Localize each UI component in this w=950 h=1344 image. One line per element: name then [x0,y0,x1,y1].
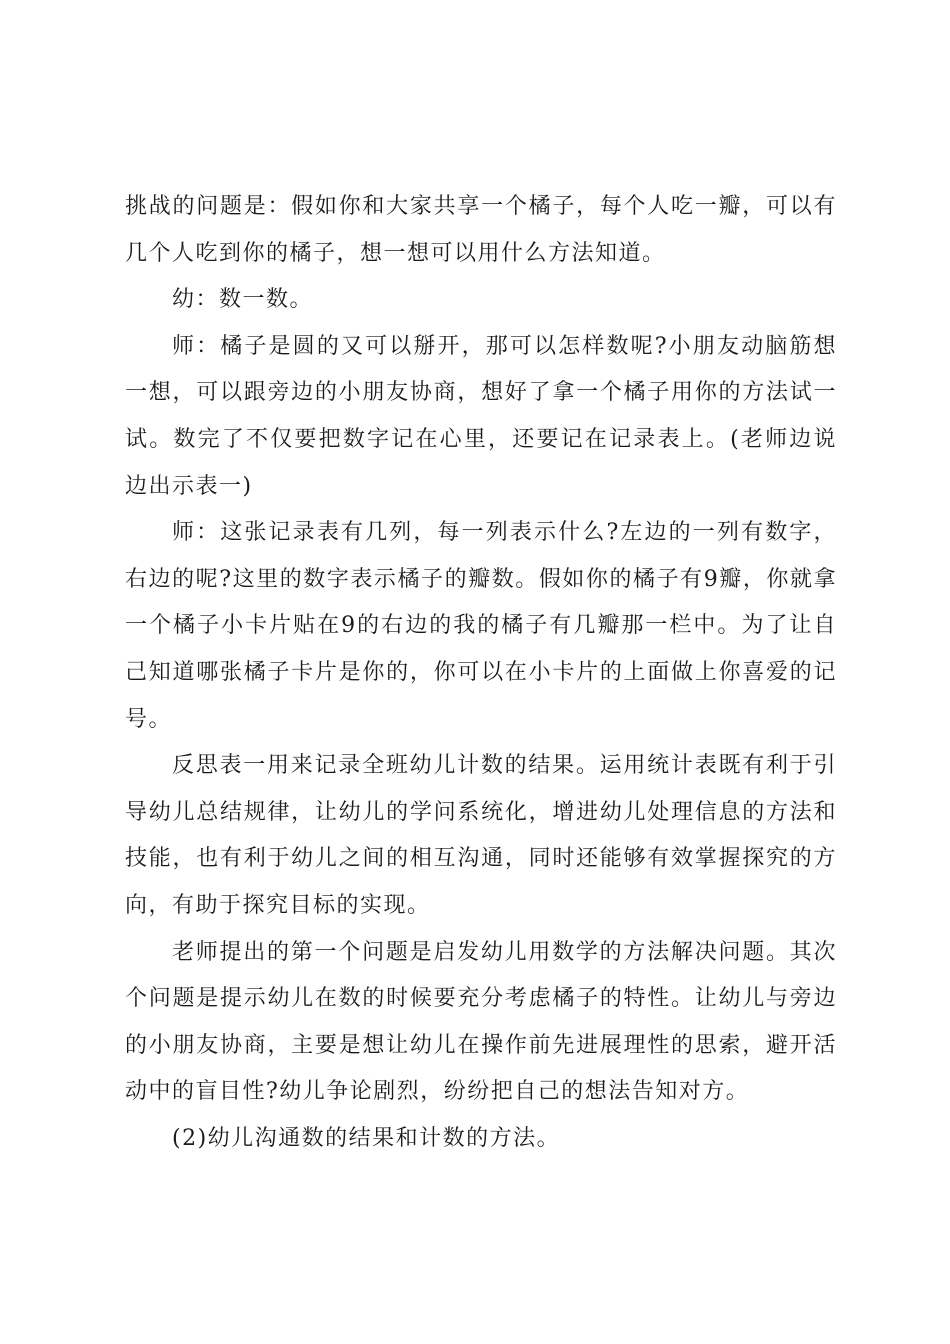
paragraph-7: (2)幼儿沟通数的结果和计数的方法。 [172,1125,561,1151]
document-body [125,184,837,1162]
paragraph-4: 师：这张记录表有几列，每一列表示什么?左边的一列有数字，右边的呢?这里的数字表示橘子的瓣数。假如你的橘子有9瓣，你就拿一个橘子小卡片贴在9的右边的我的橘子有几瓣那一栏中。为了让自己知道哪张橘子卡片是你的，你可以在小卡片的上面做上你喜爱的记号。 [125,520,837,732]
paragraph-3: 师：橘子是圆的又可以掰开，那可以怎样数呢?小朋友动脑筋想一想，可以跟旁边的小朋友协商，想好了拿一个橘子用你的方法试一试。数完了不仅要把数字记在心里，还要记在记录表上。(老师边说边出示表一) [125,333,837,499]
paragraph-5: 反思表一用来记录全班幼儿计数的结果。运用统计表既有利于引导幼儿总结规律，让幼儿的学问系统化，增进幼儿处理信息的方法和技能，也有利于幼儿之间的相互沟通，同时还能够有效掌握探究的方向，有助于探究目标的实现。 [125,753,837,918]
paragraph-2: 幼：数一数。 [172,287,314,313]
paragraph-1: 挑战的问题是：假如你和大家共享一个橘子，每个人吃一瓣，可以有几个人吃到你的橘子，想一想可以用什么方法知道。 [125,194,837,266]
paragraph-6: 老师提出的第一个问题是启发幼儿用数学的方法解决问题。其次个问题是提示幼儿在数的时候要充分考虑橘子的特性。让幼儿与旁边的小朋友协商，主要是想让幼儿在操作前先进展理性的思索，避开活动中的盲目性?幼儿争论剧烈，纷纷把自己的想法告知对方。 [125,939,837,1105]
